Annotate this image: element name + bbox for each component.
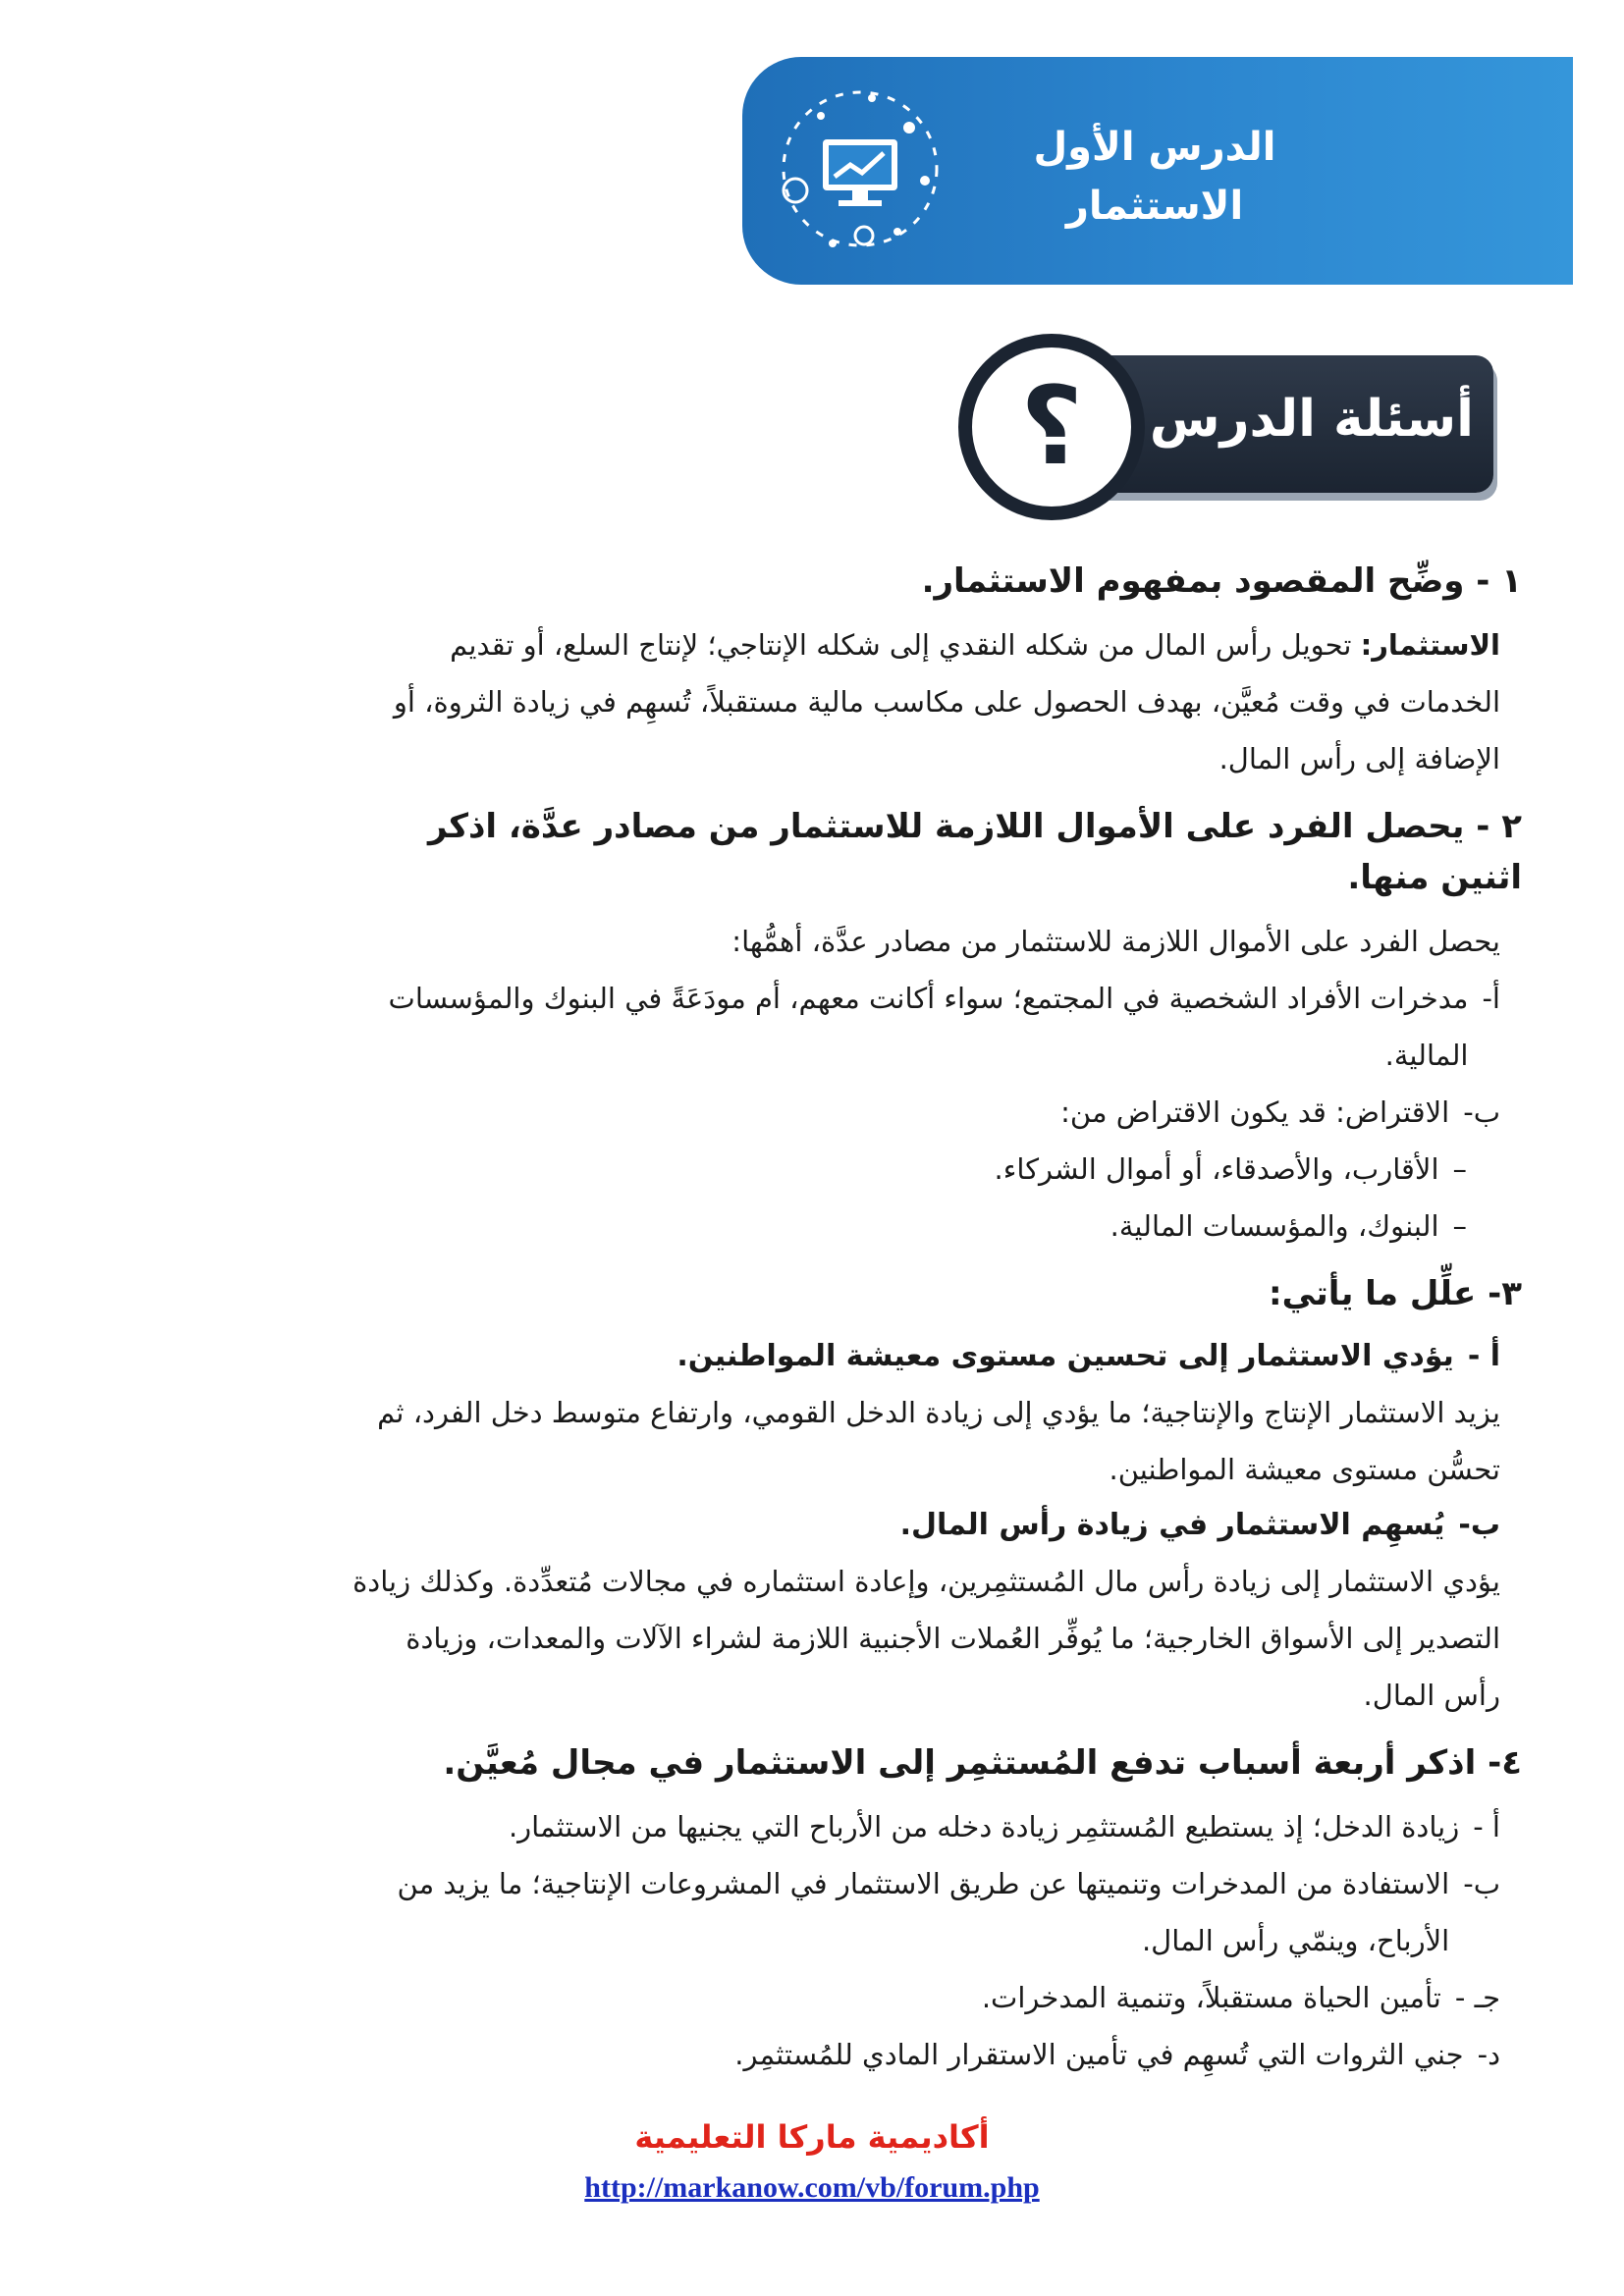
question-4-heading: ٤- اذكر أربعة أسباب تدفع المُستثمِر إلى الاستثمار في مجال مُعيَّن. <box>443 1743 1522 1783</box>
dash-marker: – <box>1452 1152 1467 1186</box>
sub-list-item <box>344 1198 1522 1255</box>
list-item <box>344 1855 1522 1969</box>
investment-monitor-icon <box>762 71 958 267</box>
sub-item-text: الأقارب، والأصدقاء، أو أموال الشركاء. <box>994 1152 1439 1186</box>
lesson-banner <box>742 57 1573 285</box>
sub-question-answer: يزيد الاستثمار الإنتاج والإنتاجية؛ ما يؤدي إلى زيادة الدخل القومي، وارتفاع متوسط دخل الفرد، ثم تحسُّن مستوى معيشة المواطنين. <box>377 1396 1500 1486</box>
list-item <box>344 1798 1522 1855</box>
item-marker: د- <box>1477 2038 1500 2071</box>
lesson-number: الدرس الأول <box>1033 125 1276 170</box>
academy-name: أكاديمية ماركا التعليمية <box>634 2118 990 2156</box>
item-text: جني الثروات التي تُسهِم في تأمين الاستقرار المادي للمُستثمِر. <box>734 2038 1464 2071</box>
list-item <box>344 970 1522 1084</box>
question-2-intro: يحصل الفرد على الأموال اللازمة للاستثمار من مصادر عدَّة، أهمُّها: <box>731 925 1500 958</box>
item-text: تأمين الحياة مستقبلاً، وتنمية المدخرات. <box>981 1981 1441 2014</box>
question-2-heading: ٢ - يحصل الفرد على الأموال اللازمة للاستثمار من مصادر عدَّة، اذكر اثنين منها. <box>428 807 1522 897</box>
list-item <box>344 1084 1522 1141</box>
item-marker: ب- <box>1458 1508 1500 1542</box>
item-marker: أ- <box>1482 982 1500 1015</box>
sub-item-text: البنوك، والمؤسسات المالية. <box>1110 1209 1439 1243</box>
sub-question-answer: يؤدي الاستثمار إلى زيادة رأس مال المُستثمِرين، وإعادة استثماره في مجالات مُتعدِّدة. وكذلك زيادة التصدير إلى الأسواق الخارجية؛ ما يُوفِّر العُملات الأجنبية اللازمة لشراء الآلات والمعدات، وزيادة رأس المال. <box>352 1565 1500 1712</box>
item-marker: ب- <box>1463 1095 1500 1129</box>
questions-label-bar <box>1106 355 1493 493</box>
banner-title <box>958 118 1351 236</box>
sub-question <box>344 1498 1522 1553</box>
item-marker: جـ - <box>1454 1981 1500 2014</box>
term-definition: تحويل رأس المال من شكله النقدي إلى شكله الإنتاجي؛ لإنتاج السلع، أو تقديم الخدمات في وقت مُعيَّن، بهدف الحصول على مكاسب مالية مستقبلاً، تُسهِم في زيادة الثروة، أو الإضافة إلى رأس المال. <box>393 628 1500 775</box>
question-mark-symbol: ؟ <box>1020 363 1083 489</box>
question-3-heading: ٣- علِّل ما يأتي: <box>1269 1274 1522 1313</box>
lesson-title: الاستثمار <box>1065 184 1244 229</box>
list-item <box>344 2026 1522 2083</box>
term-label: الاستثمار: <box>1360 628 1500 662</box>
item-marker: أ - <box>1467 1339 1500 1373</box>
item-text: مدخرات الأفراد الشخصية في المجتمع؛ سواء أكانت معهم، أم مودَعَةً في البنوك والمؤسسات المالية. <box>388 982 1469 1072</box>
item-text: الاقتراض: قد يكون الاقتراض من: <box>1060 1095 1450 1129</box>
sub-question-text: يُسهِم الاستثمار في زيادة رأس المال. <box>899 1508 1445 1542</box>
forum-link[interactable]: http://markanow.com/vb/forum.php <box>584 2171 1040 2204</box>
dash-marker: – <box>1452 1209 1467 1243</box>
item-marker: ب- <box>1463 1867 1500 1900</box>
lesson-content <box>344 556 1522 2083</box>
item-marker: أ - <box>1473 1810 1500 1843</box>
sub-question <box>344 1329 1522 1384</box>
question-1-heading: ١ - وضِّح المقصود بمفهوم الاستثمار. <box>921 561 1522 601</box>
item-text: الاستفادة من المدخرات وتنميتها عن طريق الاستثمار في المشروعات الإنتاجية؛ ما يزيد من الأرباح، وينمّي رأس المال. <box>397 1867 1450 1957</box>
question-mark-icon <box>958 334 1145 520</box>
question-1-answer <box>344 616 1522 787</box>
questions-label: أسئلة الدرس <box>1149 390 1474 449</box>
sub-question-text: يؤدي الاستثمار إلى تحسين مستوى معيشة المواطنين. <box>677 1339 1454 1373</box>
item-text: زيادة الدخل؛ إذ يستطيع المُستثمِر زيادة دخله من الأرباح التي يجنيها من الاستثمار. <box>508 1810 1460 1843</box>
list-item <box>344 1969 1522 2026</box>
sub-list-item <box>344 1141 1522 1198</box>
lesson-questions-badge <box>958 344 1528 540</box>
